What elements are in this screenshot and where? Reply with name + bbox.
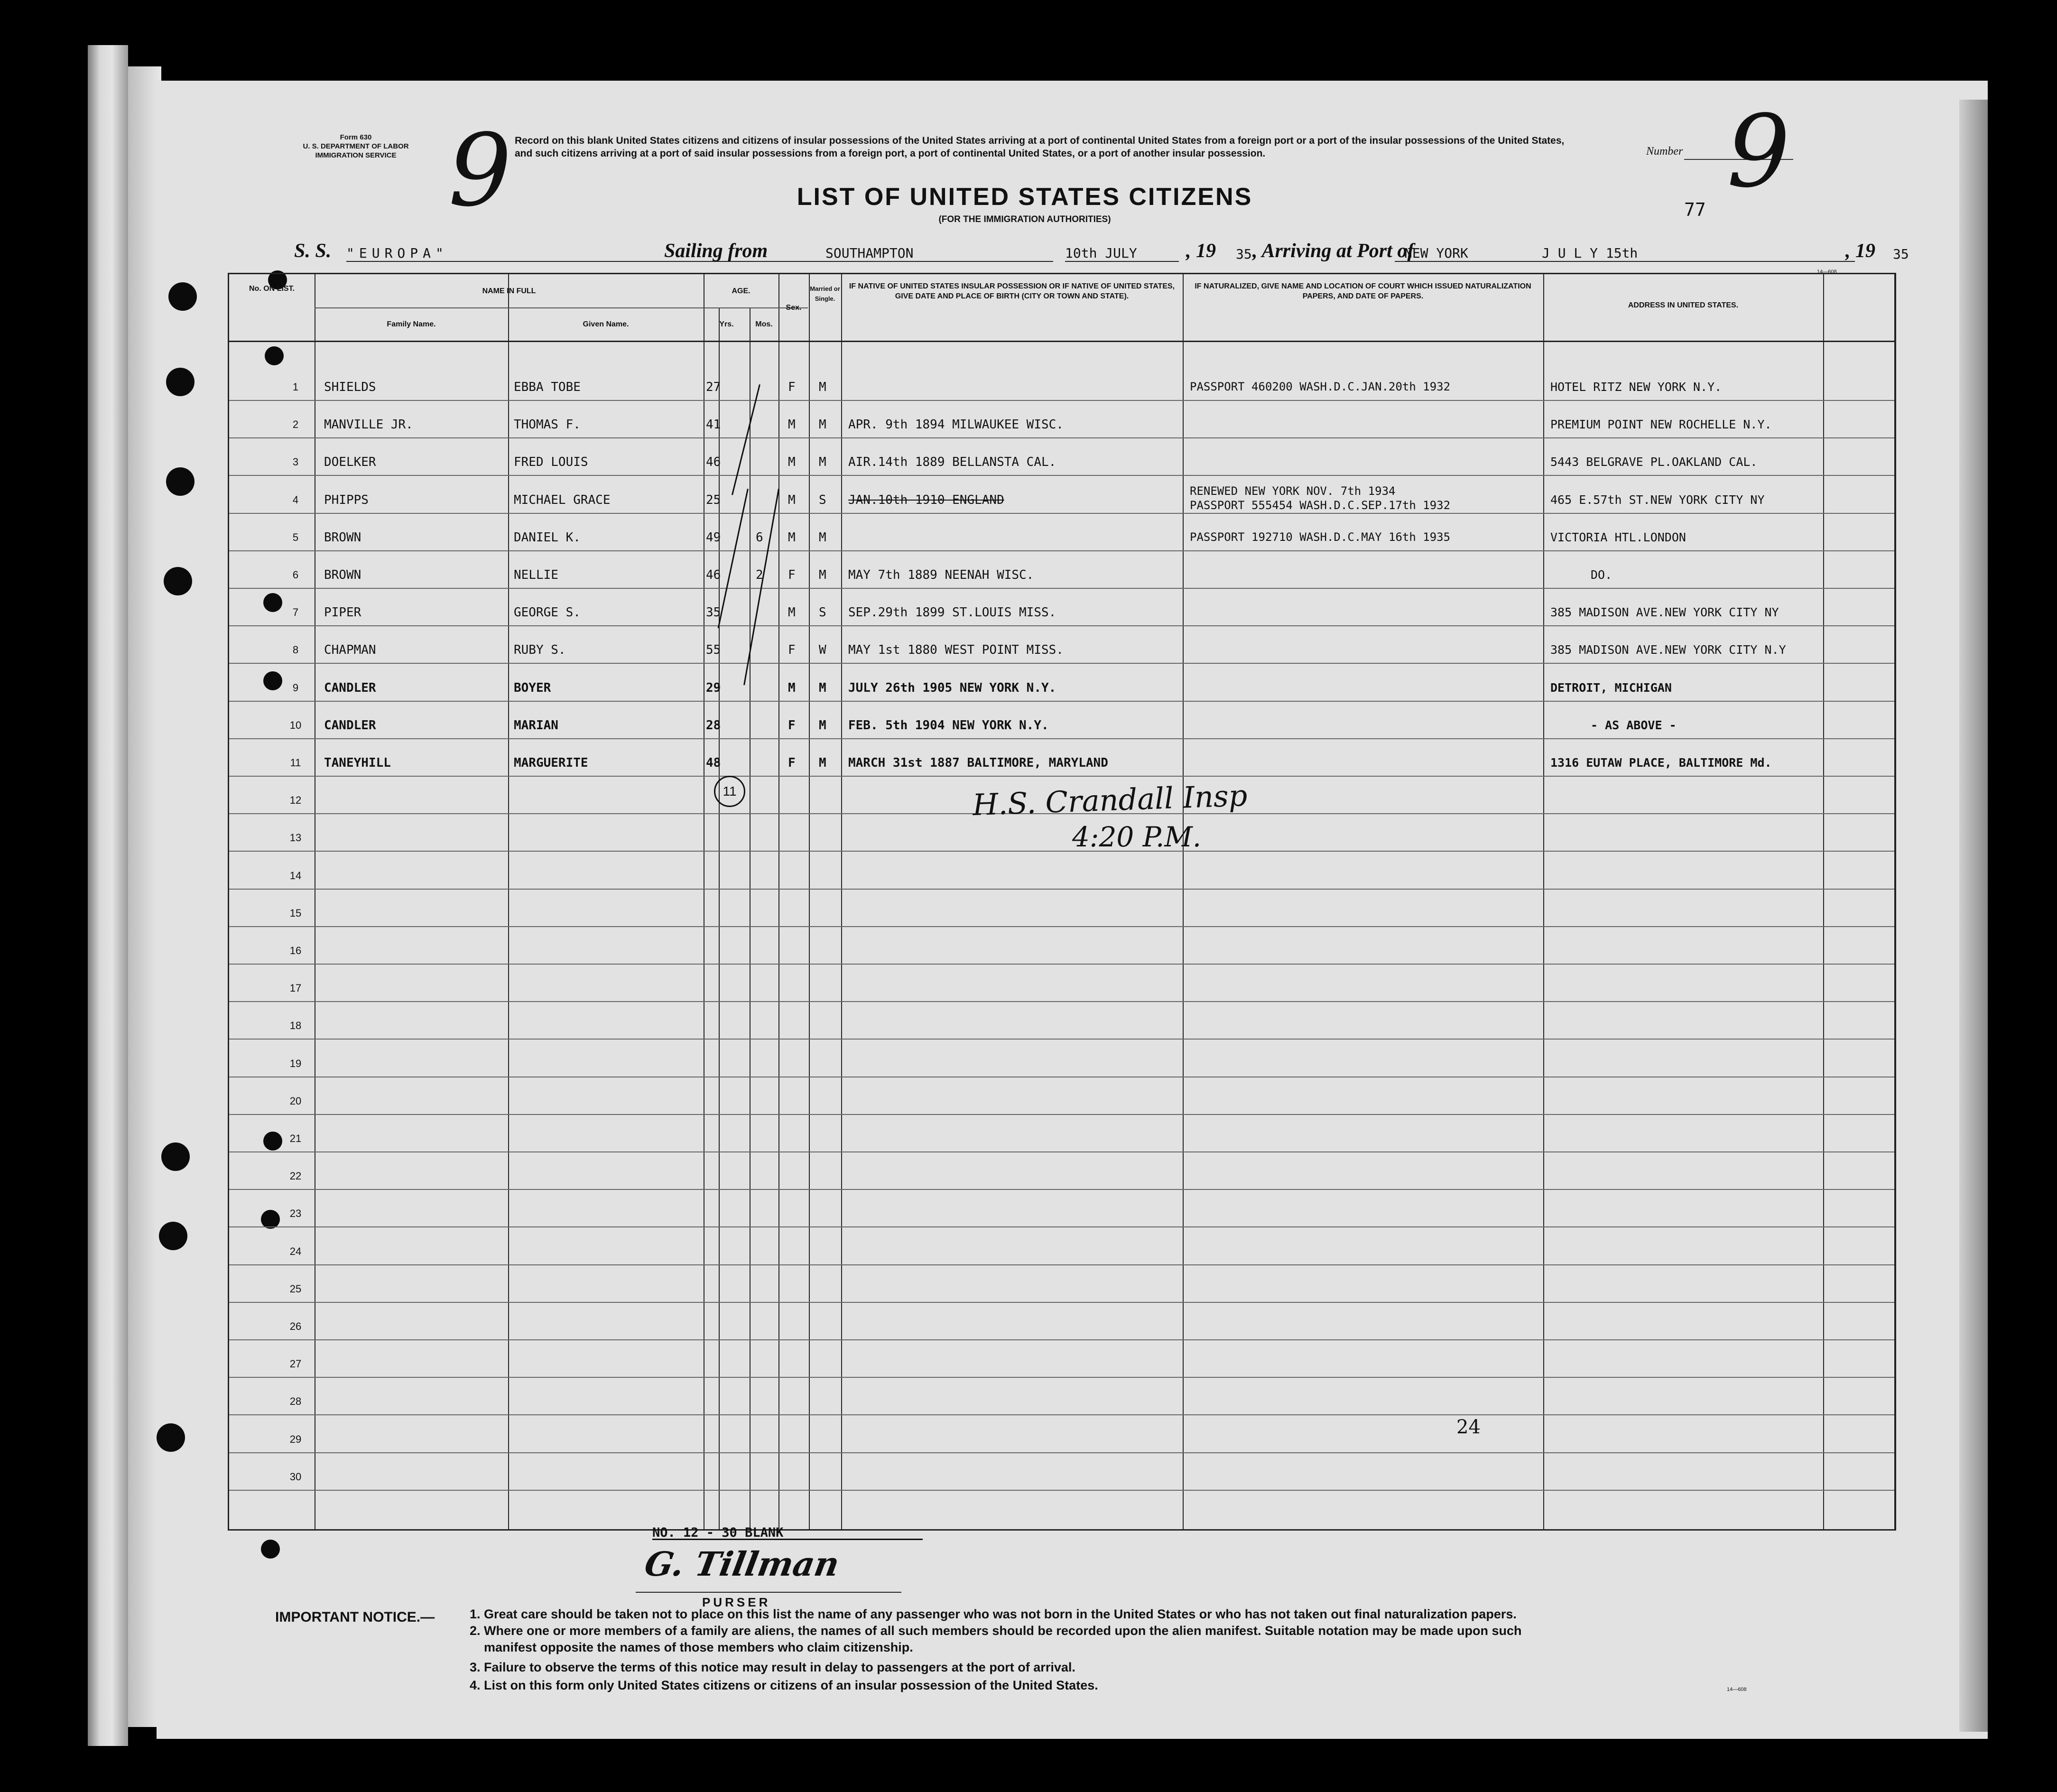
- handwritten-list-number: 9: [448, 112, 512, 229]
- column-divider: [508, 274, 509, 1529]
- punch-hole: [164, 567, 192, 595]
- given-name: NELLIE: [514, 568, 558, 582]
- row-rule: [229, 625, 1894, 626]
- marital-status: S: [819, 605, 826, 620]
- department-name: U. S. DEPARTMENT OF LABOR: [303, 142, 409, 150]
- birth-details: JULY 26th 1905 NEW YORK N.Y.: [848, 680, 1056, 695]
- marital-status: M: [819, 380, 826, 394]
- naturalization-details: PASSPORT 192710 WASH.D.C.MAY 16th 1935: [1190, 530, 1451, 544]
- col-header-family: Family Name.: [387, 320, 436, 328]
- row-number: 13: [289, 832, 302, 844]
- column-divider: [719, 307, 720, 1529]
- row-number: 28: [289, 1395, 302, 1408]
- row-number: 19: [289, 1057, 302, 1069]
- port-from: SOUTHAMPTON: [806, 245, 1053, 262]
- service-name: IMMIGRATION SERVICE: [315, 151, 397, 159]
- footer-code: 14—608: [1727, 1687, 1747, 1692]
- sex: M: [788, 605, 796, 620]
- sex: F: [788, 643, 796, 658]
- birth-details: SEP.29th 1899 ST.LOUIS MISS.: [848, 605, 1056, 620]
- row-rule: [229, 1339, 1894, 1340]
- family-name: SHIELDS: [324, 380, 376, 394]
- family-name: CHAPMAN: [324, 643, 376, 658]
- address: PREMIUM POINT NEW ROCHELLE N.Y.: [1550, 418, 1772, 432]
- ship-name: "EUROPA": [346, 245, 844, 262]
- age-years: 49: [706, 530, 721, 545]
- col-header-name: NAME IN FULL: [482, 287, 536, 295]
- address: 465 E.57th ST.NEW YORK CITY NY: [1550, 492, 1765, 507]
- inspector-signature: H.S. Crandall Insp: [972, 778, 1248, 823]
- row-number: 25: [289, 1282, 302, 1295]
- blank-note-underline: [652, 1539, 923, 1540]
- sex: F: [788, 756, 796, 770]
- row-rule: [229, 1226, 1894, 1227]
- row-number: 6: [292, 569, 299, 581]
- row-number: 16: [289, 945, 302, 956]
- notice-item-1: 1. Great care should be taken not to place on this list the name of any passenger who was not born in the United States or who has not taken out final naturalization papers.: [470, 1607, 1517, 1621]
- citizens-table: [228, 273, 1896, 1531]
- family-name: PHIPPS: [324, 492, 369, 507]
- row-rule: [229, 588, 1894, 589]
- arrival-year: 35: [1893, 246, 1909, 262]
- col-header-married: Married or Single.: [810, 285, 840, 302]
- year-prefix: , 19: [1186, 240, 1216, 262]
- address: 1316 EUTAW PLACE, BALTIMORE Md.: [1550, 756, 1772, 770]
- row-rule: [229, 1452, 1894, 1453]
- age-years: 35: [706, 605, 721, 620]
- birth-details: MAY 1st 1880 WEST POINT MISS.: [848, 643, 1064, 658]
- row-number: 27: [289, 1358, 302, 1370]
- age-years: 46: [706, 568, 721, 582]
- given-name: EBBA TOBE: [514, 380, 581, 394]
- col-header-birth: IF NATIVE OF UNITED STATES INSULAR POSSESSION OR IF NATIVE OF UNITED STATES, GIVE DATE AND PLACE OF BIRTH (CITY OR TOWN AND STATE).: [849, 282, 1175, 300]
- row-rule: [229, 1151, 1894, 1152]
- row-rule: [229, 776, 1894, 777]
- col-header-address: ADDRESS IN UNITED STATES.: [1628, 301, 1739, 309]
- address: VICTORIA HTL.LONDON: [1550, 530, 1686, 544]
- page-subtitle: (FOR THE IMMIGRATION AUTHORITIES): [938, 214, 1111, 224]
- marital-status: S: [819, 492, 826, 507]
- address: HOTEL RITZ NEW YORK N.Y.: [1550, 380, 1722, 394]
- handwritten-number: 9: [1727, 93, 1790, 210]
- col-header-no: No. ON LIST.: [249, 285, 295, 293]
- header-subdivider: [315, 307, 808, 308]
- sex: M: [788, 455, 796, 470]
- page-count: 24: [1456, 1416, 1481, 1438]
- age-years: 55: [706, 643, 721, 658]
- naturalization-details: PASSPORT 460200 WASH.D.C.JAN.20th 1932: [1190, 380, 1451, 393]
- given-name: FRED LOUIS: [514, 455, 588, 470]
- family-name: BROWN: [324, 530, 361, 545]
- given-name: BOYER: [514, 680, 551, 695]
- row-number: 15: [289, 907, 302, 919]
- given-name: THOMAS F.: [514, 418, 581, 432]
- sex: F: [788, 380, 796, 394]
- arriving-label: , Arriving at Port of: [1252, 240, 1414, 262]
- inspector-time: 4:20 P.M.: [1072, 821, 1202, 853]
- notice-item-3: 3. Failure to observe the terms of this notice may result in delay to passengers at the port of arrival.: [470, 1660, 1075, 1674]
- row-number: 18: [289, 1020, 302, 1032]
- col-header-yrs: Yrs.: [719, 320, 734, 328]
- row-number: 3: [292, 456, 299, 468]
- page-right-edge: [1959, 100, 1988, 1732]
- row-number: 12: [289, 794, 302, 807]
- column-divider: [778, 274, 779, 1529]
- col-header-naturalized: IF NATURALIZED, GIVE NAME AND LOCATION OF COURT WHICH ISSUED NATURALIZATION PAPERS, AND DATE OF PAPERS.: [1195, 282, 1531, 300]
- birth-details: JAN.10th 1910 ENGLAND: [848, 492, 1004, 507]
- address: - AS ABOVE -: [1591, 718, 1677, 732]
- row-rule: [229, 701, 1894, 702]
- row-number: 1: [292, 381, 299, 393]
- column-divider: [750, 307, 751, 1529]
- family-name: CANDLER: [324, 718, 376, 733]
- row-rule: [229, 851, 1894, 852]
- circled-total: 11: [714, 776, 745, 807]
- voyage-line: [294, 240, 1907, 268]
- punch-hole: [261, 1540, 280, 1559]
- age-months: 2: [756, 568, 763, 582]
- marital-status: W: [819, 643, 826, 658]
- family-name: PIPER: [324, 605, 361, 620]
- row-number: 14: [289, 869, 302, 882]
- port-to: NEW YORK: [1395, 245, 1528, 262]
- family-name: DOELKER: [324, 455, 376, 470]
- row-number: 2: [292, 418, 299, 431]
- row-number: 4: [292, 493, 299, 506]
- age-years: 28: [706, 718, 721, 733]
- row-rule: [229, 889, 1894, 890]
- departure-date: 10th JULY: [1065, 245, 1179, 262]
- notice-item-4: 4. List on this form only United States citizens or citizens of an insular possession of the United States.: [470, 1678, 1098, 1692]
- row-rule: [229, 1302, 1894, 1303]
- naturalization-details: PASSPORT 555454 WASH.D.C.SEP.17th 1932: [1190, 498, 1451, 512]
- given-name: RUBY S.: [514, 643, 566, 658]
- marital-status: M: [819, 680, 826, 695]
- form-number: Form 630: [340, 133, 372, 141]
- age-months: 6: [756, 530, 763, 545]
- given-name: MARGUERITE: [514, 756, 588, 770]
- purser-label: PURSER: [702, 1595, 771, 1609]
- marital-status: M: [819, 530, 826, 545]
- address: DO.: [1591, 568, 1612, 582]
- punch-hole: [161, 1142, 190, 1171]
- notice-item-2-cont: manifest opposite the names of those members who claim citizenship.: [484, 1640, 913, 1654]
- row-number: 7: [292, 606, 299, 619]
- given-name: MARIAN: [514, 718, 558, 733]
- family-name: BROWN: [324, 568, 361, 582]
- margin-mark: 77: [1684, 199, 1706, 220]
- column-divider: [1183, 274, 1184, 1529]
- family-name: CANDLER: [324, 680, 376, 695]
- number-label: Number: [1646, 145, 1683, 158]
- row-number: 23: [289, 1207, 302, 1220]
- age-years: 27: [706, 380, 721, 394]
- purser-signature: G. Tillman: [641, 1544, 843, 1584]
- row-rule: [229, 1264, 1894, 1265]
- row-rule: [229, 400, 1894, 401]
- given-name: MICHAEL GRACE: [514, 492, 611, 507]
- address: 385 MADISON AVE.NEW YORK CITY N.Y: [1550, 643, 1786, 657]
- address: DETROIT, MICHIGAN: [1550, 680, 1672, 695]
- punch-hole: [168, 282, 197, 311]
- punch-hole: [166, 368, 195, 396]
- address: 385 MADISON AVE.NEW YORK CITY NY: [1550, 605, 1779, 620]
- form-instructions: Record on this blank United States citizens and citizens of insular possessions of the United States arriving at a port of continental United States from a foreign port or a port of the insular possessions of the United States, and such citizens arriving at a port of said insular possessions from a foreign port, a port of continental United States, or a port of another insular possession.: [515, 135, 1565, 159]
- age-years: 46: [706, 455, 721, 470]
- family-name: MANVILLE JR.: [324, 418, 413, 432]
- sex: M: [788, 418, 796, 432]
- sex: M: [788, 530, 796, 545]
- marital-status: M: [819, 568, 826, 582]
- row-number: 26: [289, 1320, 302, 1332]
- marital-status: M: [819, 418, 826, 432]
- blank-rows-note: NO. 12 - 30 BLANK: [652, 1525, 784, 1540]
- family-name: TANEYHILL: [324, 756, 391, 770]
- row-rule: [229, 1377, 1894, 1378]
- col-header-mos: Mos.: [755, 320, 773, 328]
- row-rule: [229, 513, 1894, 514]
- given-name: GEORGE S.: [514, 605, 581, 620]
- row-number: 10: [289, 719, 302, 731]
- sex: F: [788, 718, 796, 733]
- column-divider: [841, 274, 842, 1529]
- row-number: 8: [292, 644, 299, 656]
- margin-code: 14—608: [1817, 269, 1837, 275]
- sex: M: [788, 680, 796, 695]
- row-rule: [229, 437, 1894, 438]
- address: 5443 BELGRAVE PL.OAKLAND CAL.: [1550, 455, 1758, 469]
- row-number: 30: [289, 1470, 302, 1483]
- row-rule: [229, 550, 1894, 551]
- column-divider: [1543, 274, 1544, 1529]
- form-identifier: [294, 133, 417, 160]
- sex: F: [788, 568, 796, 582]
- naturalization-details: RENEWED NEW YORK NOV. 7th 1934: [1190, 484, 1396, 498]
- marital-status: M: [819, 455, 826, 470]
- col-header-age: AGE.: [732, 287, 751, 295]
- birth-details: MARCH 31st 1887 BALTIMORE, MARYLAND: [848, 756, 1108, 770]
- punch-hole: [166, 467, 195, 496]
- row-number: 29: [289, 1433, 302, 1445]
- birth-details: AIR.14th 1889 BELLANSTA CAL.: [848, 455, 1056, 470]
- row-rule: [229, 964, 1894, 965]
- purser-signature-line: [636, 1592, 901, 1593]
- row-number: 17: [289, 982, 302, 994]
- col-header-given: Given Name.: [583, 320, 629, 328]
- departure-year: 35: [1236, 246, 1252, 262]
- row-rule: [229, 926, 1894, 927]
- binding-spine: [88, 45, 128, 1746]
- row-rule: [229, 1001, 1894, 1002]
- row-rule: [229, 1114, 1894, 1115]
- birth-details: FEB. 5th 1904 NEW YORK N.Y.: [848, 718, 1049, 733]
- header-bottom-line: [229, 341, 1894, 342]
- ss-label: S. S.: [294, 240, 332, 262]
- notice-item-2: 2. Where one or more members of a family are aliens, the names of all such members should be recorded upon the alien manifest. Suitable notation may be made upon such: [470, 1624, 1522, 1638]
- punch-hole: [159, 1222, 187, 1250]
- arrival-date: J U L Y 15th: [1528, 245, 1855, 262]
- age-years: 48: [706, 756, 721, 770]
- row-rule: [229, 738, 1894, 739]
- marital-status: M: [819, 718, 826, 733]
- sailing-from-label: Sailing from: [664, 240, 768, 262]
- row-number: 20: [289, 1095, 302, 1107]
- row-rule: [229, 663, 1894, 664]
- row-number: 5: [292, 531, 299, 543]
- row-number: 24: [289, 1245, 302, 1257]
- arrival-year-prefix: , 19: [1845, 240, 1875, 262]
- row-rule: [229, 475, 1894, 476]
- age-years: 29: [706, 680, 721, 695]
- punch-hole: [157, 1423, 185, 1452]
- row-number: 11: [290, 757, 301, 769]
- row-number: 22: [289, 1170, 302, 1182]
- column-divider: [809, 274, 810, 1529]
- row-rule: [229, 1414, 1894, 1415]
- age-years: 25: [706, 492, 721, 507]
- given-name: DANIEL K.: [514, 530, 581, 545]
- row-number: 9: [292, 681, 299, 694]
- birth-details: MAY 7th 1889 NEENAH WISC.: [848, 568, 1034, 582]
- col-header-sex: Sex.: [786, 304, 802, 312]
- marital-status: M: [819, 756, 826, 770]
- row-rule: [229, 1189, 1894, 1190]
- birth-details: APR. 9th 1894 MILWAUKEE WISC.: [848, 418, 1064, 432]
- page-title: LIST OF UNITED STATES CITIZENS: [797, 183, 1253, 211]
- age-years: 41: [706, 418, 721, 432]
- column-divider: [1823, 274, 1824, 1529]
- row-rule: [229, 1490, 1894, 1491]
- row-number: 21: [289, 1133, 302, 1144]
- sex: M: [788, 492, 796, 507]
- row-rule: [229, 1039, 1894, 1040]
- notice-title: IMPORTANT NOTICE.—: [275, 1609, 435, 1625]
